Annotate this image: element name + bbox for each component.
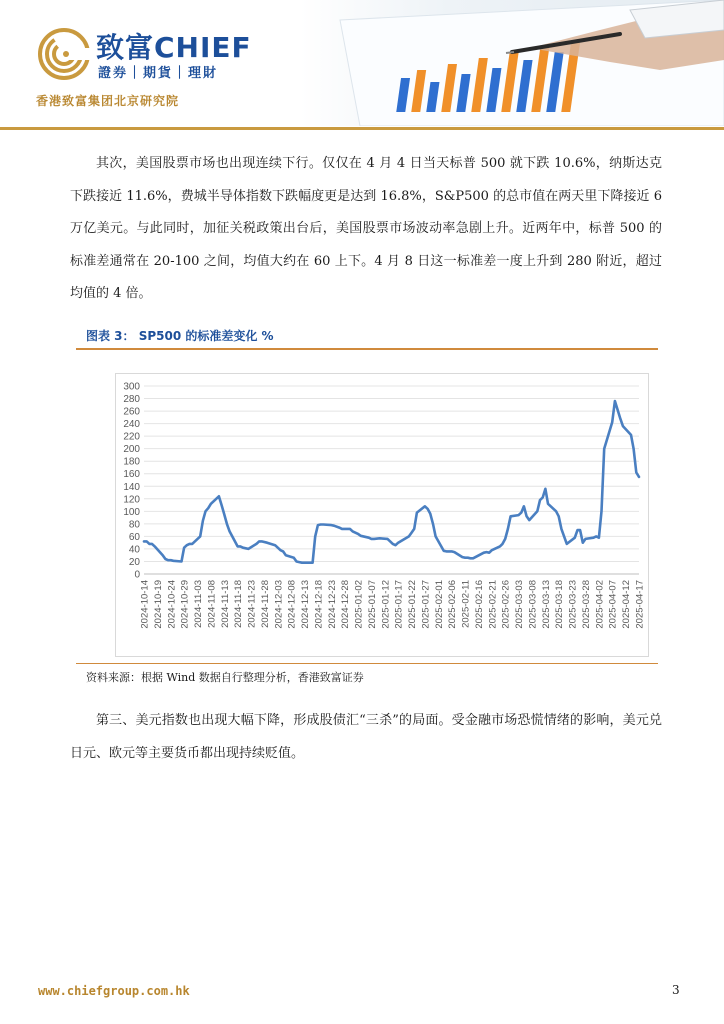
x-tick-label: 2024-12-23 [326,580,338,629]
x-tick-label: 2025-01-27 [420,580,432,629]
figure-bottom-rule [76,663,658,664]
x-tick-label: 2024-10-19 [152,580,164,629]
footer-url[interactable]: www.chiefgroup.com.hk [38,984,190,998]
paragraph-usd-index: 第三、美元指数也出现大幅下降，形成股债汇“三杀”的局面。受金融市场恐慌情绪的影响，美元兑日元、欧元等主要货币都出现持续贬值。 [70,713,662,761]
paragraph-us-equities: 其次，美国股票市场也出现连续下行。仅仅在 4 月 4 日当天标普 500 就下跌 10.6%，纳斯达克下跌接近 11.6%，费城半导体指数下跌幅度更是达到 16.8%，S&P500 的总市值在两天里下降接近 6 万亿美元。与此同时，加征关税政策出台后，美国股票市场波动率急剧上升。近两年中，标普 500 的标准差通常在 20-100 之间，均值大约在 60 上下。4 月 8 日这一标准差一度上升到 280 附近，超过均值的 4 倍。 [70,156,662,301]
x-tick-label: 2025-03-28 [580,580,592,629]
x-tick-label: 2024-12-28 [340,580,352,629]
y-tick-label: 180 [123,456,140,468]
x-tick-label: 2025-03-03 [514,580,526,629]
x-tick-label: 2025-02-11 [460,580,472,628]
x-tick-label: 2024-11-13 [219,580,231,628]
x-tick-label: 2024-12-18 [313,580,325,629]
y-tick-label: 240 [123,419,140,431]
x-tick-label: 2025-03-13 [540,580,552,629]
x-tick-label: 2025-02-16 [473,580,485,629]
x-tick-label: 2025-04-02 [594,580,606,629]
page-number: 3 [672,983,680,997]
x-tick-label: 2024-12-08 [286,580,298,629]
institute-name: 香港致富集团北京研究院 [36,94,180,108]
x-tick-label: 2025-02-01 [433,580,445,629]
x-tick-label: 2025-01-12 [380,580,392,629]
x-tick-label: 2025-02-06 [447,580,459,629]
x-tick-label: 2024-11-08 [206,580,218,628]
x-tick-label: 2025-02-26 [500,580,512,629]
y-tick-label: 280 [123,394,140,406]
y-tick-label: 160 [123,469,140,481]
figure-top-rule [76,348,658,350]
y-tick-label: 260 [123,406,140,418]
x-tick-label: 2025-02-21 [487,580,499,629]
y-tick-label: 120 [123,494,140,506]
y-tick-label: 300 [123,381,140,393]
y-tick-label: 60 [128,531,140,543]
x-tick-label: 2025-03-18 [554,580,566,629]
x-tick-label: 2024-10-24 [166,580,178,629]
page-header [0,0,724,132]
x-tick-label: 2024-11-23 [246,580,258,628]
x-tick-label: 2025-03-08 [527,580,539,629]
x-tick-label: 2025-01-22 [407,580,419,629]
x-tick-label: 2024-12-03 [273,580,285,629]
x-tick-label: 2024-11-18 [233,580,245,628]
x-tick-label: 2024-12-13 [300,580,312,629]
y-tick-label: 20 [128,556,140,568]
figure-source: 资料来源：根据 Wind 数据自行整理分析，香港致富证券 [86,671,364,684]
sp500-std-chart [115,373,649,657]
y-tick-label: 0 [134,569,140,581]
x-tick-label: 2025-04-07 [607,580,619,629]
y-tick-label: 200 [123,444,140,456]
y-tick-label: 80 [128,519,140,531]
header-divider [0,127,724,130]
brand-tagline: 證券｜期貨｜理財 [98,66,219,81]
x-tick-label: 2025-04-17 [634,580,646,629]
x-tick-label: 2025-01-17 [393,580,405,629]
y-tick-label: 140 [123,481,140,493]
x-tick-label: 2024-11-03 [193,580,205,628]
y-tick-label: 100 [123,506,140,518]
chart-canvas [116,374,648,656]
x-tick-label: 2025-01-02 [353,580,365,629]
brand-name: 致富CHIEF [96,31,252,64]
x-tick-label: 2025-03-23 [567,580,579,629]
x-tick-label: 2024-11-28 [259,580,271,628]
y-tick-label: 40 [128,544,140,556]
y-tick-label: 220 [123,431,140,443]
figure-title: 图表 3： SP500 的标准差变化 % [86,329,274,343]
x-tick-label: 2024-10-14 [139,580,151,629]
series-line [144,401,639,563]
header-banner-image [300,0,724,126]
x-tick-label: 2024-10-29 [179,580,191,629]
x-tick-label: 2025-01-07 [366,580,378,629]
x-tick-label: 2025-04-12 [621,580,633,629]
chief-logo-icon [38,28,90,80]
